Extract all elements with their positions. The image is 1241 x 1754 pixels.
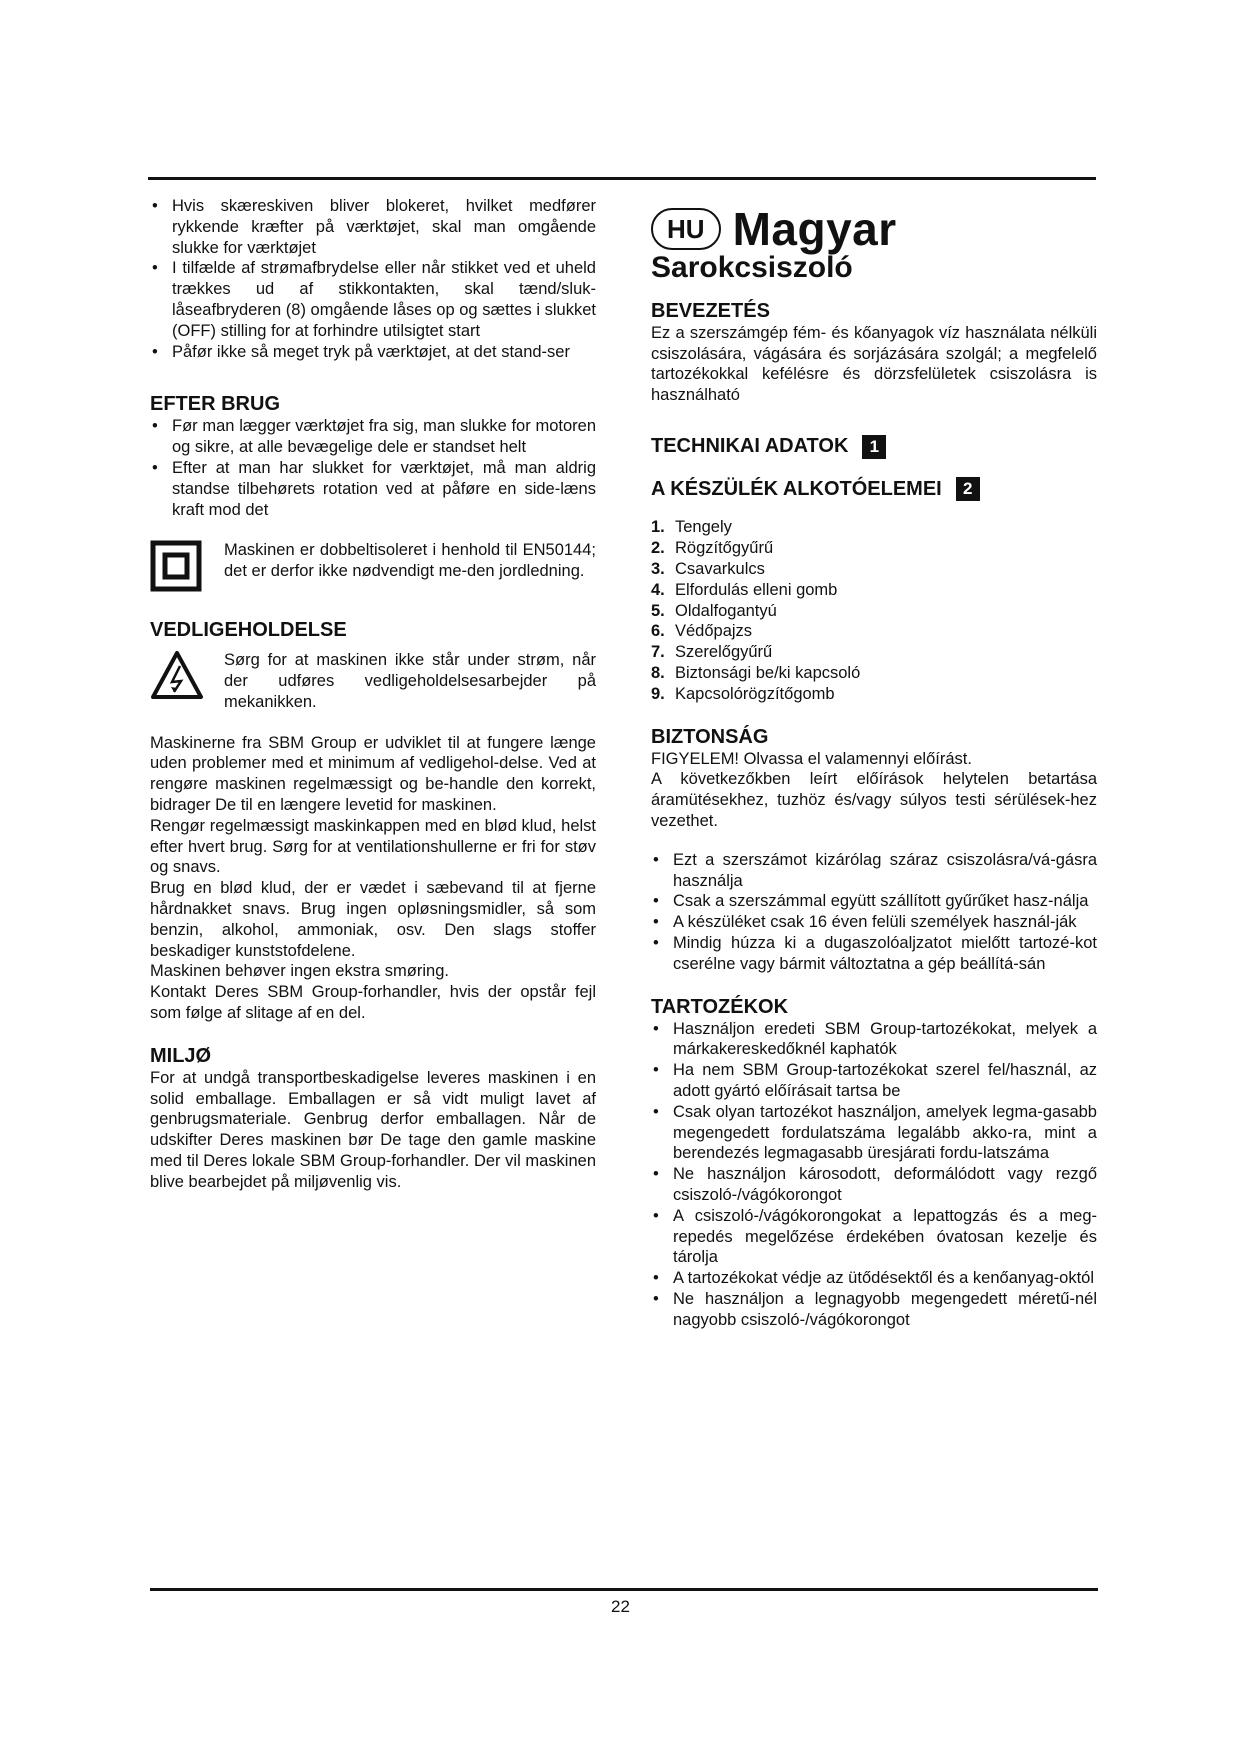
technikai-heading (651, 434, 1097, 459)
paragraph: Rengør regelmæssigt maskinkappen med en blød klud, helst efter hvert brug. Sørg for at ventilationshullerne er fri for støv og snavs. (150, 816, 596, 877)
paragraph: Kontakt Deres SBM Group-forhandler, hvis der opstår fejl som følge af slitage af en del. (150, 983, 596, 1022)
efter-brug-list (150, 416, 596, 520)
list-item: • A készüléket csak 16 éven felüli személyek használ-ják (651, 912, 1097, 933)
list-item: • Ne használjon a legnagyobb megengedett méretű-nél nagyobb csiszoló-/vágókorongot (651, 1289, 1097, 1331)
list-item: 5. Oldalfogantyú (651, 601, 777, 620)
biztonsag-list (651, 850, 1097, 975)
list-item: • Hvis skæreskiven bliver blokeret, hvilket medfører rykkende kræfter på værktøjet, skal man omgående slukke for værktøjet (150, 196, 596, 258)
technikai-heading-label: TECHNIKAI ADATOK (651, 434, 849, 457)
electric-warning-icon (150, 650, 224, 706)
list-item: • A tartozékokat védje az ütődésektől és a kenőanyag-októl (651, 1268, 1097, 1289)
list-item: • Ha nem SBM Group-tartozékokat szerel fel/használ, az adott gyártó előírásait tartsa be (651, 1060, 1097, 1102)
bevezetes-text: Ez a szerszámgép fém- és kőanyagok víz használata nélküli csiszolására, vágására és sorjázására szolgál; a megfelelő tartozékokkal kefélésre és dörzsfelületek csiszolásra is használható (651, 323, 1097, 405)
biztonsag-warning: FIGYELEM! Olvassa el valamennyi előírást. (651, 749, 972, 768)
list-item: • Ezt a szerszámot kizárólag száraz csiszolásra/vá-gásra használja (651, 850, 1097, 892)
list-item: • Használjon eredeti SBM Group-tartozékokat, melyek a márkakereskedőknél kaphatók (651, 1019, 1097, 1061)
document-title: Sarokcsiszoló (651, 251, 853, 284)
double-insulation-text: Maskinen er dobbeltisoleret i henhold til EN50144; det er derfor ikke nødvendigt me-den jordledning. (224, 541, 596, 581)
parts-list (651, 517, 1097, 704)
right-column (651, 196, 1097, 1331)
list-item: 8. Biztonsági be/ki kapcsoló (651, 664, 861, 682)
tartozekok-heading: TARTOZÉKOK (651, 995, 789, 1018)
miljo-heading: MILJØ (150, 1044, 212, 1067)
alkotoelemei-heading-label: A KÉSZÜLÉK ALKOTÓELEMEI (651, 477, 942, 500)
list-item: • Csak olyan tartozékot használjon, amelyek legma-gasabb megengedett fordulatszáma legalább akko-ra, mint a berendezés legmagasabb üresjárati fordu-latszáma (651, 1102, 1097, 1164)
list-item: 2. Rögzítőgyűrű (651, 539, 774, 558)
paragraph: Maskinen behøver ingen ekstra smøring. (150, 962, 449, 981)
page-number: 22 (611, 1597, 630, 1616)
list-item: 4. Elfordulás elleni gomb (651, 580, 838, 599)
list-item: • Csak a szerszámmal együtt szállított gyűrűket hasz-nálja (651, 891, 1097, 912)
left-column (150, 196, 596, 1192)
list-item: • Ne használjon károsodott, deformálódott vagy rezgő csiszoló-/vágókorongot (651, 1164, 1097, 1206)
efter-brug-heading: EFTER BRUG (150, 393, 280, 416)
double-insulation-note (150, 540, 596, 598)
bottom-rule (150, 1588, 1098, 1591)
warning-text: Sørg for at maskinen ikke står under strøm, når der udføres vedligeholdelsesarbejder på mekanikken. (224, 651, 596, 711)
language-header (651, 202, 1097, 255)
intro-bullet-list (150, 196, 596, 362)
list-item: • Mindig húzza ki a dugaszolóaljzatot mielőtt tartozé-kot cserélne vagy bármit változtatna a gép beállítá-sán (651, 933, 1097, 975)
figure-ref-badge: 2 (956, 477, 980, 501)
list-item: • Efter at man har slukket for værktøjet, må man aldrig standse tilbehørets rotation ved at påføre en side-læns kraft mod det (150, 458, 596, 520)
vedligeholdelse-heading: VEDLIGEHOLDELSE (150, 619, 347, 642)
list-item: 9. Kapcsolórögzítőgomb (651, 684, 835, 703)
list-item: 1. Tengely (651, 518, 732, 537)
top-rule (148, 177, 1096, 180)
biztonsag-heading: BIZTONSÁG (651, 725, 769, 748)
double-insulation-icon (150, 540, 224, 598)
paragraph: Brug en blød klud, der er vædet i sæbevand til at fjerne hårdnakket snavs. Brug ingen opløsningsmidler, så som benzin, alkohol, ammoniak, osv. Den slags stoffer beskadiger kunststofdelene. (150, 879, 596, 960)
paragraph: Maskinerne fra SBM Group er udviklet til at fungere længe uden problemer med et minimum af vedligehol-delse. Ved at rengøre maskinen regelmæssigt og be-handle den korrekt, bidrager De til en længere levetid for maskinen. (150, 733, 596, 814)
list-item: 7. Szerelőgyűrű (651, 643, 773, 662)
list-item: 6. Védőpajzs (651, 622, 753, 641)
figure-ref-badge: 1 (862, 435, 886, 459)
list-item: • Påfør ikke så meget tryk på værktøjet, at det stand-ser (150, 342, 596, 363)
tartozekok-list (651, 1019, 1097, 1331)
list-item: • I tilfælde af strømafbrydelse eller når stikket ved et uheld trækkes ud af stikkontakten, skal tænd/sluk-låseafbryderen (8) omgående låses op og sættes i slukket (OFF) stilling for at forhindre utilsigtet start (150, 258, 596, 341)
maintenance-text (150, 733, 596, 1024)
list-item: • Før man lægger værktøjet fra sig, man slukke for motoren og sikre, at alle bevægelige dele er standset helt (150, 416, 596, 458)
list-item: 3. Csavarkulcs (651, 560, 765, 579)
alkotoelemei-heading (651, 477, 1097, 502)
miljo-text: For at undgå transportbeskadigelse leveres maskinen i en solid emballage. Emballagen er så vidt muligt lavet af genbrugsmateriale. Genbrug derfor emballagen. Når de udskifter Deres maskinen bør De tage den gamle maskine med til Deres lokale SBM Group-forhandler. Der vil maskinen blive bearbejdet på miljøvenlig vis. (150, 1068, 596, 1191)
list-item: • A csiszoló-/vágókorongokat a lepattogzás és a meg-repedés megelőzése érdekében óvatosan kezelje és tárolja (651, 1206, 1097, 1268)
bevezetes-heading: BEVEZETÉS (651, 299, 770, 322)
biztonsag-text: A következőkben leírt előírások helytelen betartása áramütésekhez, tuzhöz és/vagy súlyos testi sérülések-hez vezethet. (651, 770, 1097, 830)
warning-note (150, 650, 596, 712)
language-name: Magyar (732, 202, 897, 255)
language-badge: HU (651, 208, 721, 250)
